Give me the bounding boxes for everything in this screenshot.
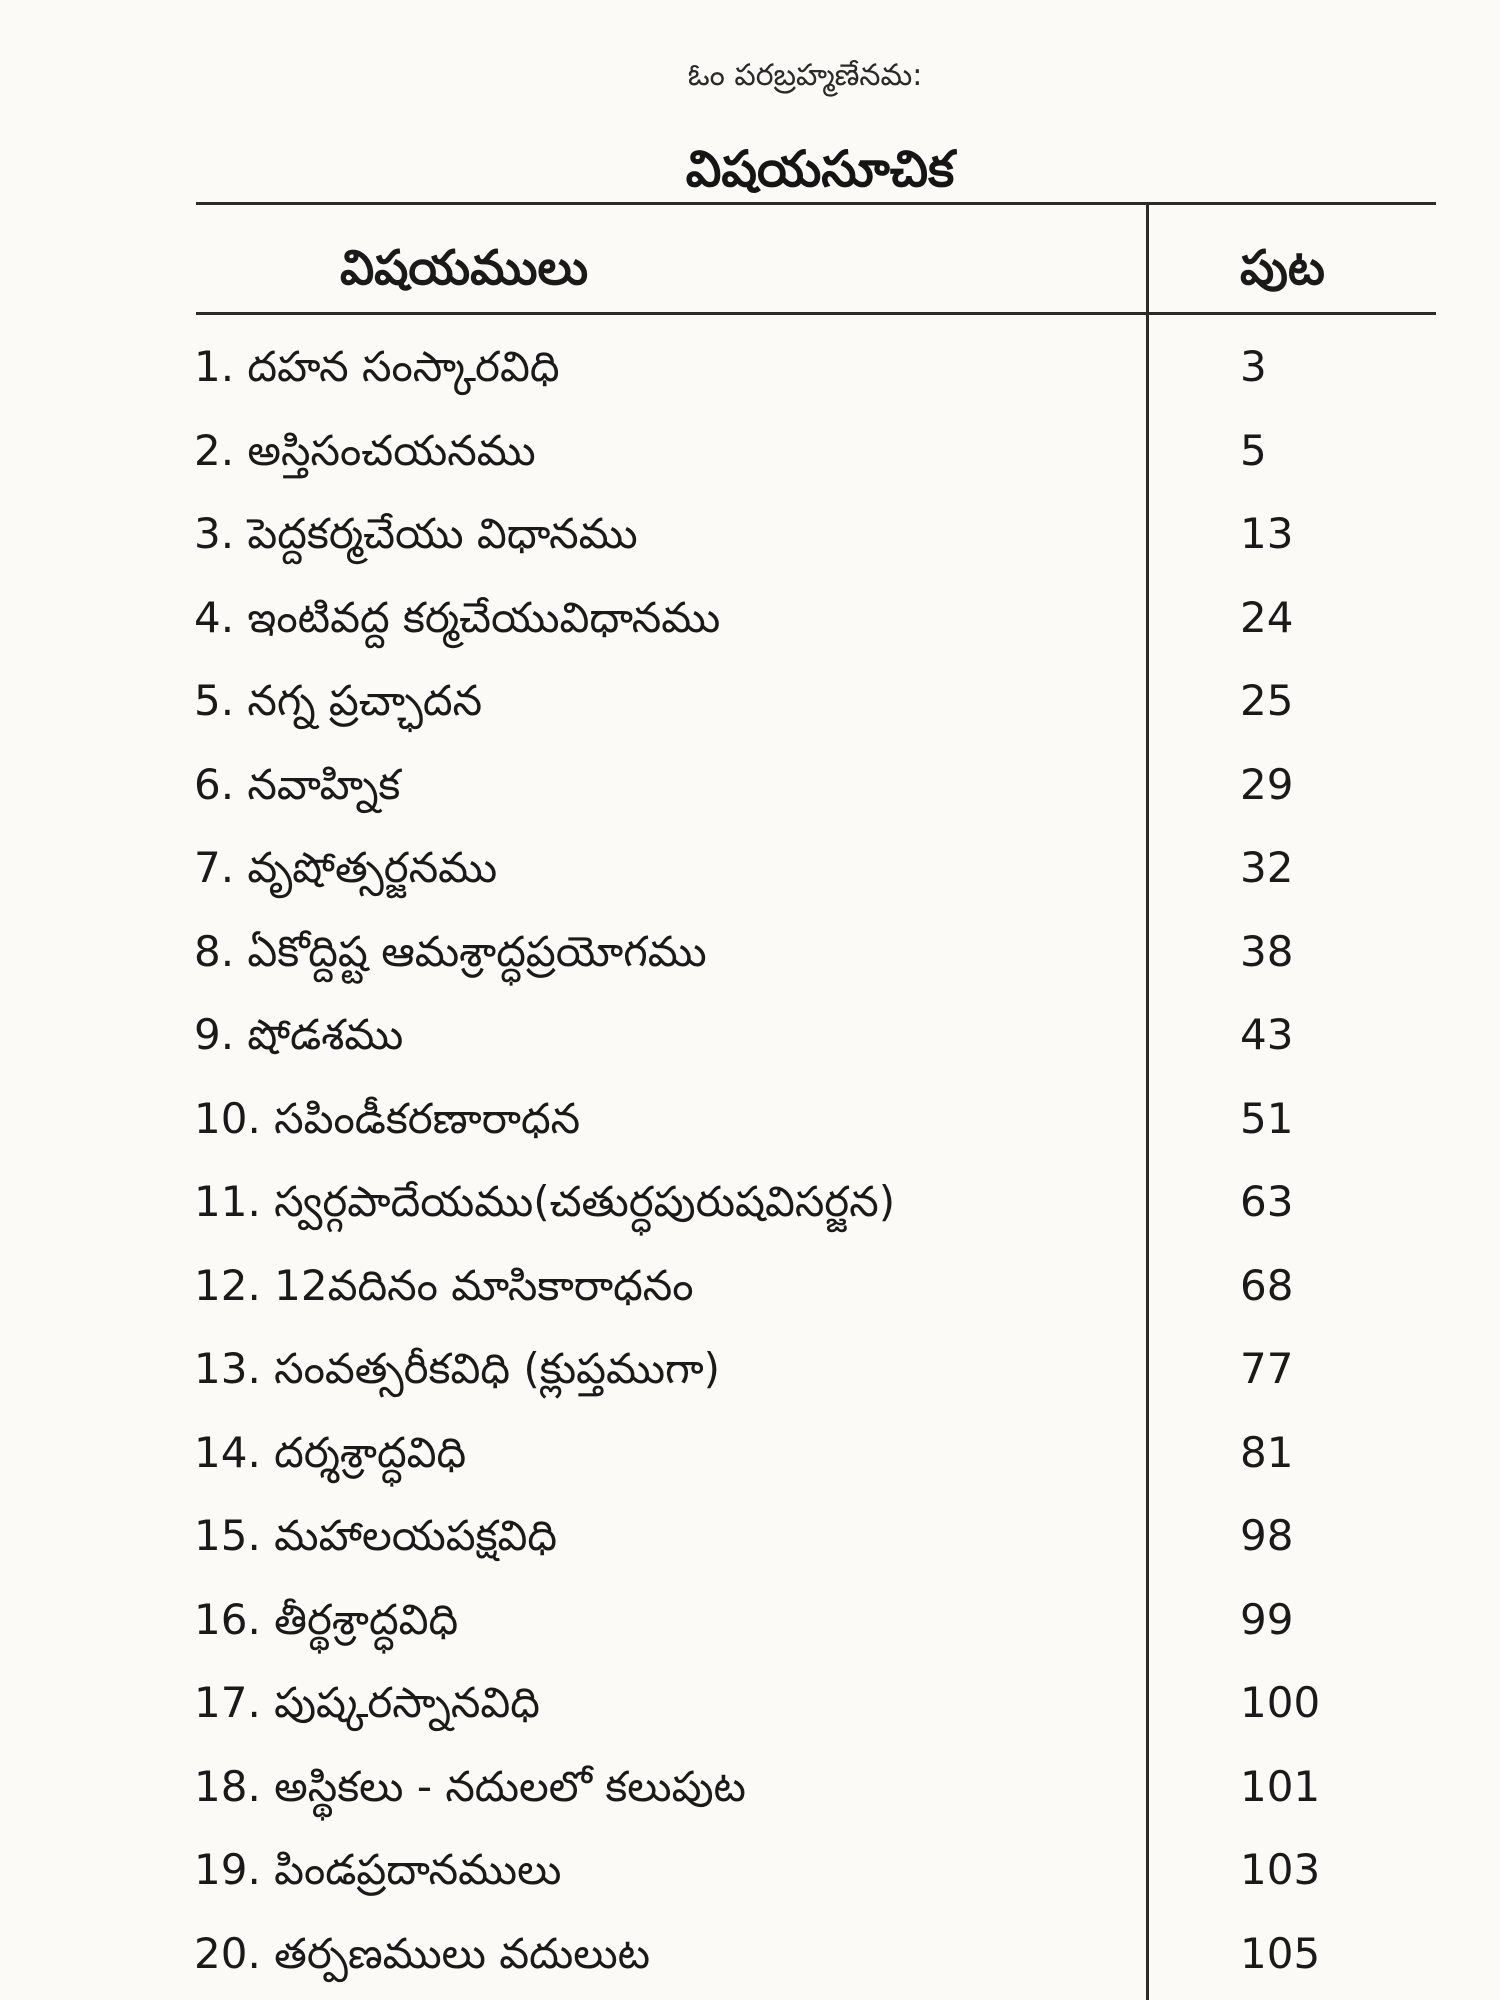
toc-entry-label: 15. మహాలయపక్షవిధి <box>194 1511 558 1560</box>
toc-entry-label: 9. షోడశము <box>194 1010 404 1059</box>
toc-entry-page: 105 <box>1240 1928 1321 1978</box>
toc-row <box>0 579 1500 663</box>
toc-row <box>0 1247 1500 1331</box>
toc-row <box>0 1163 1500 1247</box>
toc-entry-label: 4. ఇంటివద్ద కర్మచేయువిధానము <box>194 592 721 642</box>
toc-row <box>0 412 1500 496</box>
toc-entry-label: 11. స్వర్గపాదేయము(చతుర్ధపురుషవిసర్జన) <box>194 1177 896 1226</box>
toc-entry-page: 81 <box>1240 1427 1294 1477</box>
toc-entry-page: 99 <box>1240 1594 1294 1644</box>
toc-entry-page: 38 <box>1240 926 1294 976</box>
toc-list <box>0 328 1500 1998</box>
toc-entry-page: 13 <box>1240 509 1294 558</box>
toc-row <box>0 996 1500 1080</box>
toc-row <box>0 1915 1500 1999</box>
toc-entry-label: 1. దహన సంస్కారవిధి <box>194 342 560 391</box>
table-header-rule <box>196 312 1436 315</box>
toc-entry-page: 98 <box>1240 1511 1294 1560</box>
toc-row <box>0 829 1500 913</box>
toc-row <box>0 1748 1500 1832</box>
toc-entry-page: 25 <box>1240 676 1294 725</box>
toc-entry-label: 19. పిండప్రదానములు <box>194 1845 562 1894</box>
toc-entry-page: 29 <box>1240 759 1294 809</box>
toc-entry-page: 103 <box>1240 1845 1321 1894</box>
toc-row <box>0 1581 1500 1665</box>
toc-entry-label: 6. నవాహ్నిక <box>194 759 401 809</box>
invocation-line: ఓం పరబ్రహ్మణేనమ: <box>687 58 923 93</box>
toc-entry-label: 20. తర్పణములు వదులుట <box>194 1928 651 1978</box>
page-title: విషయసూచిక <box>685 140 955 198</box>
toc-entry-label: 18. అస్థికలు - నదులలో కలుపుట <box>194 1761 746 1811</box>
toc-entry-label: 10. సపిండీకరణారాధన <box>194 1093 581 1143</box>
toc-entry-label: 16. తీర్థశ్రాద్ధవిధి <box>194 1594 459 1644</box>
toc-entry-page: 32 <box>1240 843 1294 892</box>
toc-entry-label: 13. సంవత్సరీకవిధి (క్లుప్తముగా) <box>194 1344 721 1393</box>
toc-row <box>0 662 1500 746</box>
toc-entry-label: 8. ఏకోద్దిష్ట ఆమశ్రాద్ధప్రయోగము <box>194 926 707 976</box>
toc-entry-label: 17. పుష్కరస్నానవిధి <box>194 1678 540 1727</box>
column-header-topics: విషయములు <box>340 240 589 296</box>
toc-row <box>0 1330 1500 1414</box>
toc-row <box>0 1664 1500 1748</box>
table-top-rule <box>196 202 1436 205</box>
toc-row <box>0 328 1500 412</box>
toc-entry-page: 24 <box>1240 592 1294 642</box>
toc-entry-page: 63 <box>1240 1177 1294 1226</box>
toc-row <box>0 1080 1500 1164</box>
toc-entry-page: 51 <box>1240 1093 1294 1143</box>
toc-entry-page: 101 <box>1240 1761 1321 1811</box>
toc-entry-page: 77 <box>1240 1344 1294 1393</box>
toc-entry-label: 3. పెద్దకర్మచేయు విధానము <box>194 509 638 558</box>
toc-entry-page: 100 <box>1240 1678 1321 1727</box>
toc-entry-label: 7. వృషోత్సర్జనము <box>194 843 498 892</box>
toc-entry-label: 2. అస్తిసంచయనము <box>194 425 536 475</box>
toc-row <box>0 1414 1500 1498</box>
toc-entry-label: 12. 12వదినం మాసికారాధనం <box>194 1260 694 1310</box>
toc-entry-page: 68 <box>1240 1260 1294 1310</box>
toc-entry-label: 5. నగ్న ప్రచ్ఛాదన <box>194 676 483 725</box>
toc-row <box>0 746 1500 830</box>
toc-row <box>0 913 1500 997</box>
toc-row <box>0 495 1500 579</box>
toc-entry-page: 5 <box>1240 425 1267 475</box>
toc-row <box>0 1497 1500 1581</box>
column-header-page: పుట <box>1240 240 1325 296</box>
toc-row <box>0 1831 1500 1915</box>
toc-entry-page: 3 <box>1240 342 1267 391</box>
toc-entry-page: 43 <box>1240 1010 1294 1059</box>
toc-entry-label: 14. దర్శశ్రాద్ధవిధి <box>194 1427 467 1477</box>
